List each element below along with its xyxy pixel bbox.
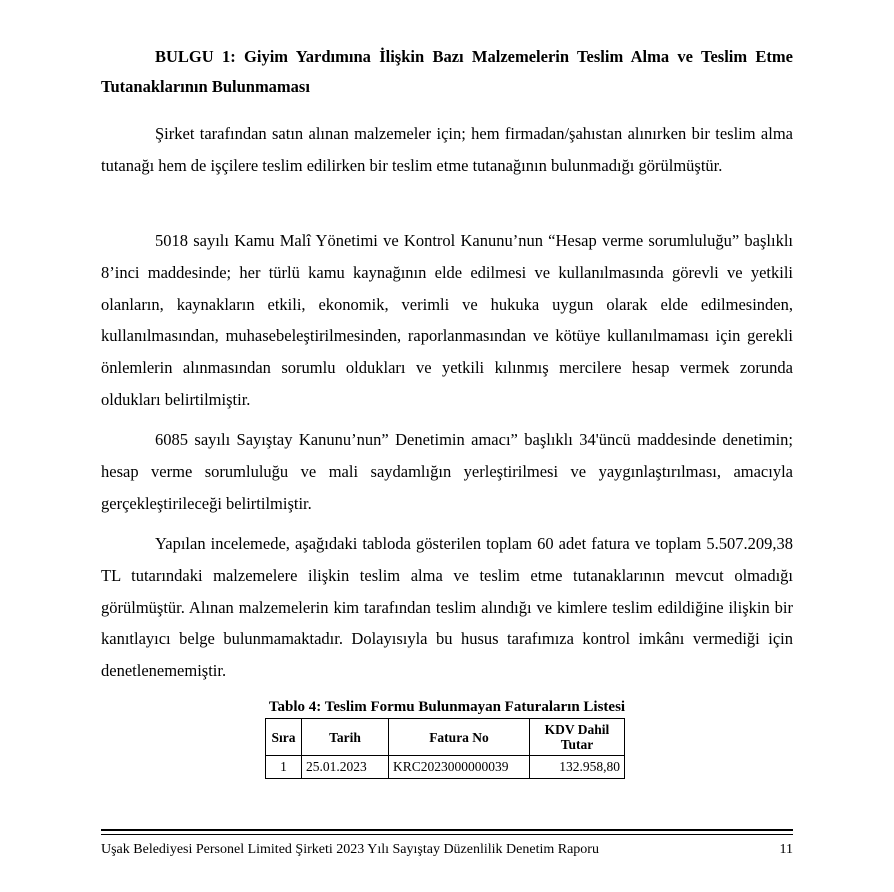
header-kdv-dahil-tutar: KDV Dahil Tutar [530,719,625,756]
table-caption: Tablo 4: Teslim Formu Bulunmayan Faturaların Listesi [268,699,626,715]
paragraph-3: 6085 sayılı Sayıştay Kanunu’nun” Denetimin amacı” başlıklı 34'üncü maddesinde denetimin; hesap verme sorumluluğu ve mali saydamlığın yerleştirilmesi ve yaygınlaştırılması, amacıyla gerçekleştirileceği belirtilmiştir. [101,430,793,513]
paragraph-4: Yapılan incelemede, aşağıdaki tabloda gösterilen toplam 60 adet fatura ve toplam 5.507.209,38 TL tutarındaki malzemelere ilişkin teslim alma ve teslim etme tutanaklarının mevcut olmadığı görülmüştür. Alınan malzemelerin kim tarafından teslim alındığı ve kimlere teslim edildiğine ilişkin bir kanıtlayıcı belge bulunmamaktadır. Dolayısıyla bu husus tarafımıza kontrol imkânı vermediği için denetlenememiştir. [101,534,793,681]
header-fatura-no: Fatura No [389,719,530,756]
header-sira: Sıra [266,719,302,756]
invoice-table [265,718,625,779]
footer-report-title: Uşak Belediyesi Personel Limited Şirketi 2023 Yılı Sayıştay Düzenlilik Denetim Raporu [101,842,599,857]
paragraph-1: Şirket tarafından satın alınan malzemeler için; hem firmadan/şahıstan alınırken bir teslim alma tutanağı hem de işçilere teslim edilirken bir teslim etme tutanağının bulunmadığı görülmüştür. [101,124,793,175]
cell-tarih: 25.01.2023 [302,756,389,779]
table-row [266,756,625,779]
paragraph-2: 5018 sayılı Kamu Malî Yönetimi ve Kontrol Kanunu’nun “Hesap verme sorumluluğu” başlıklı 8’inci maddesinde; her türlü kamu kaynağının elde edilmesi ve kullanılmasında görevli ve yetkili olanların, kaynakların etkili, ekonomik, verimli ve hukuka uygun olarak elde edilmesinden, kullanılmasından, muhasebeleştirilmesinden, raporlanmasından ve kötüye kullanılmaması için gerekli önlemlerin alınmasından sorumlu oldukları ve yetkili kılınmış mercilere hesap vermek zorunda oldukları belirtilmiştir. [101,231,793,409]
table-header-row [266,719,625,756]
cell-tutar: 132.958,80 [530,756,625,779]
page-number: 11 [779,842,793,857]
header-tarih: Tarih [302,719,389,756]
cell-fatura-no: KRC2023000000039 [389,756,530,779]
finding-heading: BULGU 1: Giyim Yardımına İlişkin Bazı Malzemelerin Teslim Alma ve Teslim Etme Tutanaklarının Bulunmaması [101,47,793,96]
footer-divider-thick [101,829,793,831]
cell-sira: 1 [266,756,302,779]
footer-divider-thin [101,834,793,835]
